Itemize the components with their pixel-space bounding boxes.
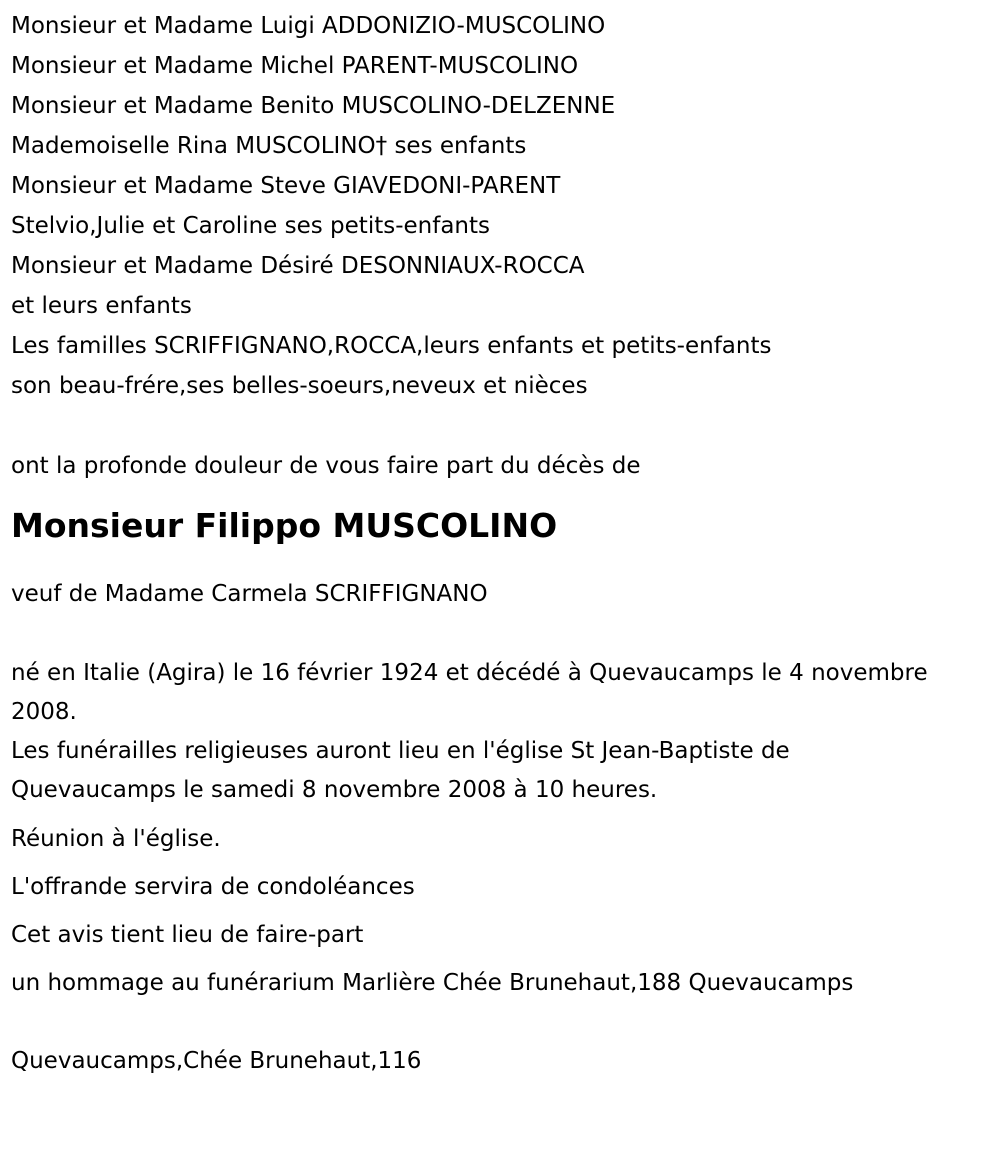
funeral-text: Les funérailles religieuses auront lieu en l'église St Jean-Baptiste de Quevaucamps le samedi 8 novembre 2008 à 10 heures. (11, 738, 790, 803)
family-line: Monsieur et Madame Michel PARENT-MUSCOLINO (11, 53, 579, 79)
family-list (11, 6, 996, 406)
family-line: Monsieur et Madame Désiré DESONNIAUX-ROCCA (11, 253, 585, 279)
birth-death-text: né en Italie (Agira) le 16 février 1924 et décédé à Quevaucamps le 4 novembre 2008. (11, 660, 928, 725)
family-line: son beau-frére,ses belles-soeurs,neveux et nièces (11, 373, 588, 399)
meeting-text: Réunion à l'église. (11, 826, 221, 852)
address-text: Quevaucamps,Chée Brunehaut,116 (11, 1048, 422, 1074)
family-line: Les familles SCRIFFIGNANO,ROCCA,leurs enfants et petits-enfants (11, 333, 772, 359)
family-line: Monsieur et Madame Steve GIAVEDONI-PARENT (11, 173, 561, 199)
family-line: Mademoiselle Rina MUSCOLINO† ses enfants (11, 133, 527, 159)
tribute-text: un hommage au funérarium Marlière Chée Brunehaut,188 Quevaucamps (11, 970, 854, 996)
notice-text: Cet avis tient lieu de faire-part (11, 922, 364, 948)
announcement-text: ont la profonde douleur de vous faire part du décès de (11, 453, 641, 479)
family-line: et leurs enfants (11, 293, 192, 319)
deceased-name: Monsieur Filippo MUSCOLINO (11, 506, 558, 545)
widower-line: veuf de Madame Carmela SCRIFFIGNANO (11, 581, 488, 607)
family-line: Stelvio,Julie et Caroline ses petits-enfants (11, 213, 491, 239)
family-line: Monsieur et Madame Benito MUSCOLINO-DELZENNE (11, 93, 616, 119)
family-line: Monsieur et Madame Luigi ADDONIZIO-MUSCOLINO (11, 13, 606, 39)
obituary-notice (11, 6, 996, 1080)
offering-text: L'offrande servira de condoléances (11, 874, 415, 900)
